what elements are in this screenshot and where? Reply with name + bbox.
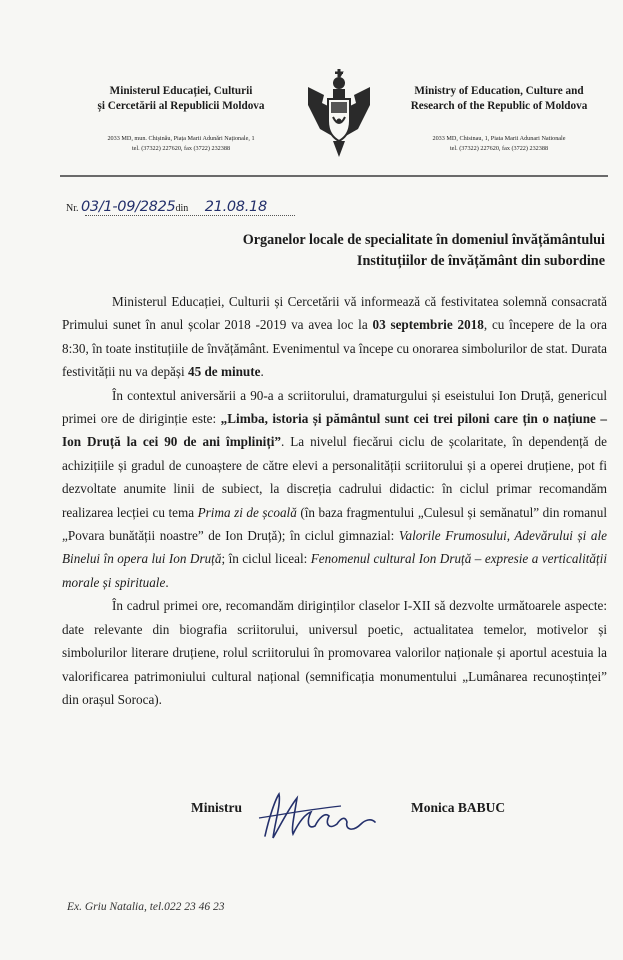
p1-end: . xyxy=(260,364,264,380)
header-divider xyxy=(60,175,608,177)
address-ro-line1: 2033 MD, mun. Chișinău, Piața Marii Adunări Naționale, 1 xyxy=(107,135,255,142)
p2-theme-bold: „Limba, istoria și pământul sunt cei trei piloni care țin o națiune – Ion Druță la cei 90 de ani împliniți” xyxy=(62,411,607,450)
signatory-title: Ministru xyxy=(191,800,243,815)
reference-date: 21.08.18 xyxy=(204,199,267,215)
paragraph-2 xyxy=(62,384,607,595)
header-right xyxy=(384,84,614,154)
ministry-name-en-line2: Research of the Republic of Moldova xyxy=(410,100,588,112)
p2-gymnasium-topic: Valorile Frumosului, Adevărului și ale Binelui în opera lui Ion Druță xyxy=(62,528,607,567)
ministry-address-en xyxy=(384,134,614,154)
p1-duration-bold: 45 de minute xyxy=(187,364,261,380)
coat-of-arms-icon xyxy=(300,69,378,161)
p1-text: Ministerul Educației, Culturii și Cercetării vă informează că festivitatea solemnă consacrată Primului sunet în anul școlar 2018 -2019 va avea loc la xyxy=(62,294,607,333)
p2-text-3: (în baza fragmentului „Culesul și semănatul” din romanul „Povara bunătății noastre” de Ion Druță); în ciclul gimnazial: xyxy=(62,504,607,544)
reference-dotted-line xyxy=(85,215,295,216)
letter-body xyxy=(62,290,607,711)
header-left xyxy=(62,84,300,154)
p2-text-4: ; în ciclul liceal: xyxy=(221,551,311,567)
paragraph-1 xyxy=(62,290,607,384)
ministry-name-ro-line2: și Cercetării al Republicii Moldova xyxy=(97,100,265,112)
ministry-address-ro xyxy=(62,134,300,154)
ministry-name-en-line1: Ministry of Education, Culture and xyxy=(414,85,584,97)
p2-text-2: . La nivelul fiecărui ciclu de școlaritate, în dependență de achizițiile și gradul de cunoaștere de către elevi a personalității scriitorului și a operei druțiene, pot fi dezvoltate anumite linii de subiect, la discreția cadrului didactic: în ciclul primar recomandăm realizarea lecției cu tema xyxy=(62,434,607,520)
reference-number: 03/1-09/2825 xyxy=(81,199,176,215)
p2-primary-topic: Prima zi de școală xyxy=(197,504,297,520)
din-label: din xyxy=(175,203,189,214)
addressee-line1: Organelor locale de specialitate în domeniul învățământului xyxy=(242,232,605,248)
p2-text: În contextul aniversării a 90-a a scriitorului, dramaturgului și eseistului Ion Druță, genericul primei ore de diriginție este: xyxy=(62,387,607,427)
executor-info: Ex. Griu Natalia, tel.022 23 46 23 xyxy=(67,901,225,913)
addressee xyxy=(243,230,605,272)
nr-label: Nr. xyxy=(66,203,79,214)
paragraph-3: În cadrul primei ore, recomandăm diriginților claselor I-XII să dezvolte următoarele aspecte: date relevante din biografia scriitorului, universul poetic, actualitatea temelor, motivelor și simbolurilor literare druțiene, rolul scriitorului în promovarea valorilor naționale și aportul acestuia la valorificarea patrimoniului cultural național (semnificația monumentului „Lumânarea recunoștinței” din orașul Soroca). xyxy=(62,598,607,707)
reference-line xyxy=(66,199,267,215)
address-en-line2: tel. (37322) 227620, fax (3722) 232388 xyxy=(449,145,549,152)
addressee-line2: Instituțiilor de învățământ din subordine xyxy=(356,253,605,269)
p1-text-2: , cu începere de la ora 8:30, în toate instituțiile de învățământ. Evenimentul va începe cu onorarea simbolurilor de stat. Durata festivității nu va depăși xyxy=(62,317,607,380)
address-ro-line2: tel. (37322) 227620, fax (3722) 232388 xyxy=(131,145,231,152)
p2-end: . xyxy=(165,574,169,590)
ministry-name-ro-line1: Ministerul Educației, Culturii xyxy=(109,85,253,97)
address-en-line1: 2033 MD, Chisinau, 1, Piata Marii Adunari Nationale xyxy=(432,135,566,142)
signatory-name: Monica BABUC xyxy=(411,800,506,815)
p2-lyceum-topic: Fenomenul cultural Ion Druță – expresie a verticalității morale și spirituale xyxy=(62,551,607,590)
p1-date-bold: 03 septembrie 2018 xyxy=(372,317,484,333)
handwritten-signature xyxy=(245,788,385,846)
